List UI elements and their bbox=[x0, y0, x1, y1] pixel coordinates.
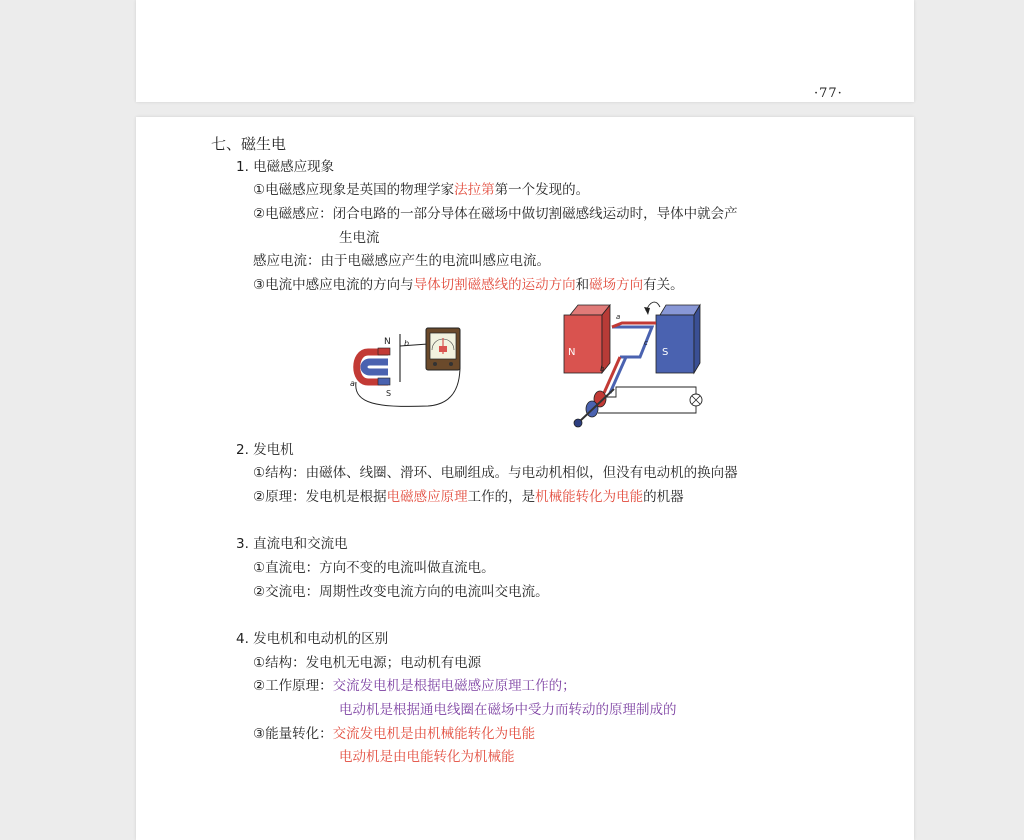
label-s: S bbox=[386, 389, 392, 398]
induction-experiment-figure bbox=[348, 324, 488, 419]
label-n: N bbox=[384, 337, 391, 347]
coil-label-b: b bbox=[600, 365, 605, 373]
label-a: a bbox=[350, 379, 355, 388]
sec1-p2: ②电磁感应：闭合电路的一部分导体在磁场中做切割磁感线运动时，导体中就会产 bbox=[253, 206, 738, 222]
magnet-n bbox=[564, 315, 602, 373]
sec1-p4: ③电流中感应电流的方向与导体切割磁感线的运动方向和磁场方向有关。 bbox=[253, 277, 684, 293]
sec2-p1: ①结构：由磁体、线圈、滑环、电刷组成。与电动机相似，但没有电动机的换向器 bbox=[253, 465, 738, 481]
galvanometer bbox=[426, 328, 460, 370]
document-page bbox=[136, 117, 914, 840]
sec4-p1: ①结构：发电机无电源；电动机有电源 bbox=[253, 655, 482, 671]
horseshoe-magnet-blue bbox=[364, 362, 388, 372]
magnet-s bbox=[656, 315, 694, 373]
magnet-s-label: S bbox=[662, 347, 669, 358]
section-heading: 七、磁生电 bbox=[211, 135, 287, 153]
sec2-title: 2. 发电机 bbox=[236, 442, 294, 458]
external-circuit bbox=[606, 387, 696, 413]
page-number: ·77· bbox=[814, 86, 843, 101]
sec4-p3: ③能量转化：交流发电机是由机械能转化为电能 bbox=[253, 726, 536, 742]
generator-model-figure bbox=[560, 301, 710, 429]
sec4-p2: ②工作原理：交流发电机是根据电磁感应原理工作的； bbox=[253, 678, 576, 694]
label-b: b bbox=[404, 339, 410, 348]
sec2-p2: ②原理：发电机是根据电磁感应原理工作的，是机械能转化为电能的机器 bbox=[253, 489, 684, 505]
sec3-p2: ②交流电：周期性改变电流方向的电流叫交电流。 bbox=[253, 584, 549, 600]
sec1-p3: 感应电流：由于电磁感应产生的电流叫感应电流。 bbox=[253, 253, 550, 269]
sec3-title: 3. 直流电和交流电 bbox=[236, 536, 348, 552]
coil-label-a: a bbox=[616, 313, 621, 321]
sec1-p2-cont: 生电流 bbox=[339, 230, 380, 246]
magnet-n-label: N bbox=[568, 347, 576, 358]
sec1-p1: ①电磁感应现象是英国的物理学家法拉第第一个发现的。 bbox=[253, 182, 590, 198]
coil-label-c: c bbox=[644, 339, 648, 347]
previous-page bbox=[136, 0, 914, 102]
sec4-p2-cont: 电动机是根据通电线圈在磁场中受力而转动的原理制成的 bbox=[339, 702, 677, 718]
sec3-p1: ①直流电：方向不变的电流叫做直流电。 bbox=[253, 560, 495, 576]
sec4-p3-cont: 电动机是由电能转化为机械能 bbox=[339, 749, 515, 765]
sec1-title: 1. 电磁感应现象 bbox=[236, 159, 335, 175]
sec4-title: 4. 发电机和电动机的区别 bbox=[236, 631, 389, 647]
